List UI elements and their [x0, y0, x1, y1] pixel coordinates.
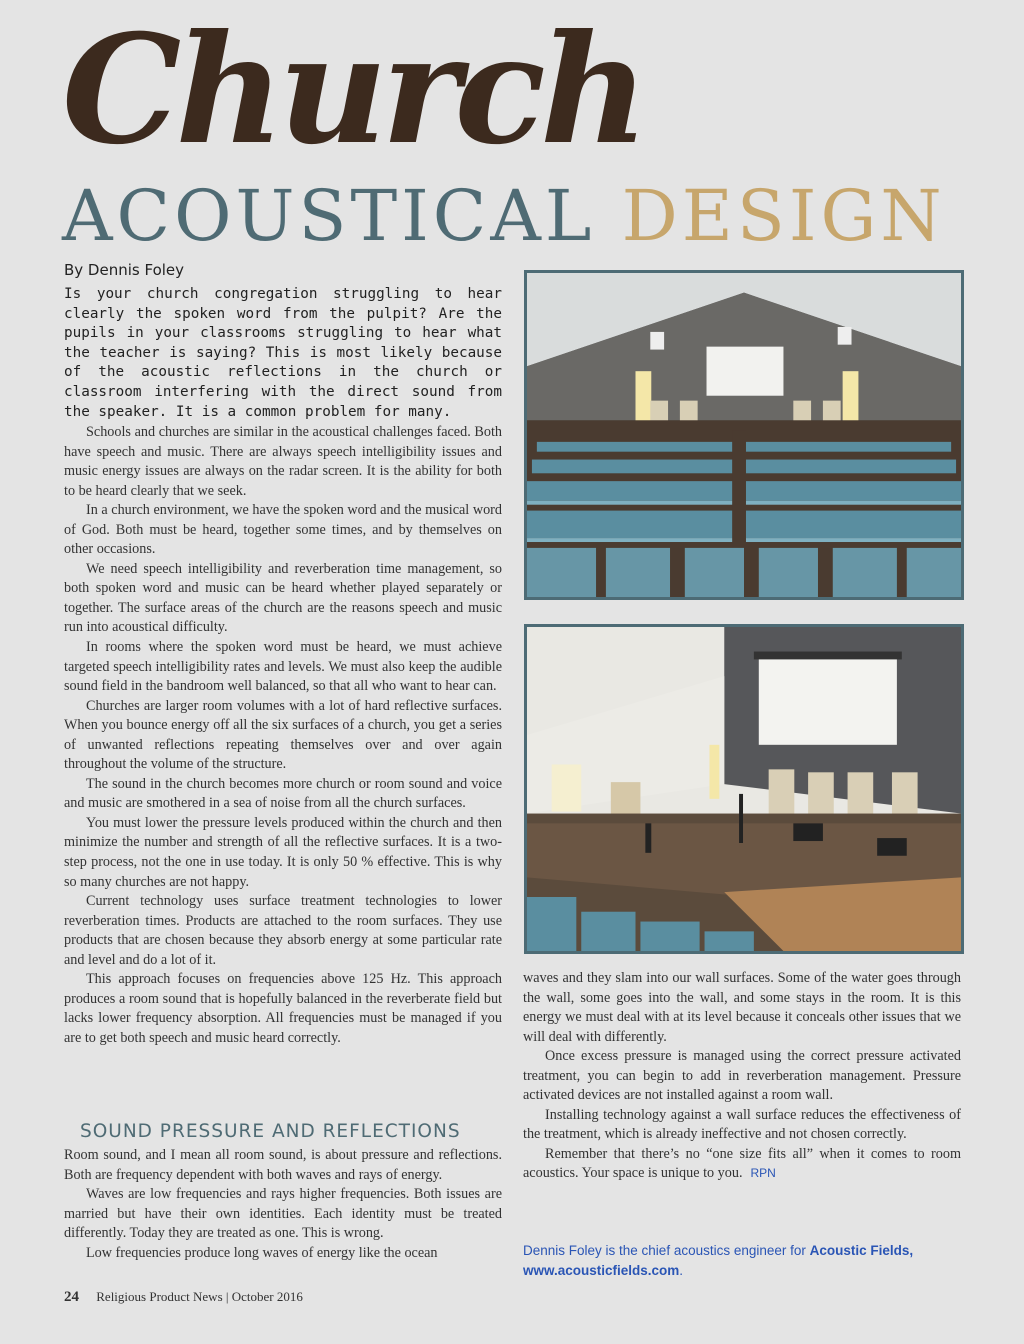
section-heading: SOUND PRESSURE AND REFLECTIONS — [80, 1121, 461, 1142]
paragraph: Installing technology against a wall surface reduces the effectiveness of the treatment, which is already ineffective and not chosen correctly. — [523, 1106, 961, 1143]
paragraph: The sound in the church becomes more church or room sound and voice and music are smothered in a sea of noise from all the church surfaces. — [64, 775, 502, 812]
publication-info: Religious Product News | October 2016 — [96, 1289, 303, 1304]
paragraph: Waves are low frequencies and rays higher frequencies. Both issues are married but have their own identities. Each identity must be treated differently. Today they are treated as one. This is wrong. — [64, 1186, 502, 1242]
paragraph: Schools and churches are similar in the acoustical challenges faced. Both have speech and music. There are always speech intelligibility issues and music energy issues are always on the radar screen. It is the ability for both to be heard clearly that we seek. — [64, 424, 502, 499]
photo-sanctuary-stage — [524, 624, 964, 954]
paragraph: We need speech intelligibility and reverberation time management, so both spoken word and music can be heard whether played separately or together. The surface areas of the church are the reasons speech and music run into acoustical difficulty. — [64, 560, 502, 636]
bio-suffix: . — [679, 1263, 684, 1278]
closing-text: Remember that there’s no “one size fits all” when it comes to room acoustics. Your space is unique to you. — [523, 1145, 961, 1182]
paragraph: Current technology uses surface treatment technologies to lower reverberation times. Products are attached to the room surfaces. They use products that are chosen because they absorb energy at some particular rate and level and do a lot of it. — [64, 893, 502, 968]
paragraph: Room sound, and I mean all room sound, is about pressure and reflections. Both are frequency dependent with both waves and rays of energy. — [64, 1147, 502, 1183]
title-word-design: DESIGN — [621, 175, 946, 257]
bio-company: Acoustic Fields, — [809, 1243, 914, 1258]
intro-paragraph: Is your church congregation struggling to hear clearly the spoken word from the pulpit? Are the pupils in your classrooms struggling to hear what the teacher is saying? This is most likely because of the acoustic reflections in the church or classroom interfering with the direct sound from the speaker. It is a common problem for many. — [64, 286, 502, 420]
byline: By Dennis Foley — [64, 261, 185, 279]
page-number: 24 — [64, 1289, 79, 1305]
title-word-acoustical: ACOUSTICAL — [62, 175, 596, 257]
paragraph: waves and they slam into our wall surfaces. Some of the water goes through the wall, some goes into the wall, and some stays in the room. It is this energy we must deal with at its level because it conceals other issues that we will deal with differently. — [523, 970, 961, 1045]
bio-url-link[interactable]: www.acousticfields.com — [523, 1263, 680, 1278]
photo-sanctuary-seating — [524, 270, 964, 600]
sanctuary-seating-illustration — [527, 273, 961, 597]
author-bio — [523, 1241, 963, 1281]
paragraph-final — [523, 1145, 961, 1184]
paragraph: This approach focuses on frequencies above 125 Hz. This approach produces a room sound that is hopefully balanced in the reverberate field but lacks lower frequency absorption. All frequencies must be managed if you are to get both speech and music heard correctly. — [64, 971, 502, 1046]
column-1-continued — [64, 1146, 502, 1263]
sanctuary-stage-illustration — [527, 627, 961, 951]
title-subtitle — [62, 175, 946, 257]
paragraph: Churches are larger room volumes with a lot of hard reflective surfaces. When you bounce energy off all the six surfaces of a church, you get a series of unwanted reflections repeating themselves over and over again throughout the volume of the structure. — [64, 697, 502, 773]
paragraph: Low frequencies produce long waves of energy like the ocean — [86, 1244, 438, 1261]
rpn-signoff: RPN — [750, 1166, 776, 1181]
paragraph: Once excess pressure is managed using the correct pressure activated treatment, you can begin to add in reverberation management. Pressure activated devices are not installed against a room wall. — [523, 1048, 961, 1104]
paragraph: In a church environment, we have the spoken word and the musical word of God. Both must be heard, together some times, and by themselves on other occasions. — [64, 502, 502, 558]
paragraph: In rooms where the spoken word must be heard, we must achieve targeted speech intelligibility rates and levels. We must also keep the audible sound field in the bandroom well balanced, so that all who want to hear can. — [64, 639, 502, 695]
page-footer — [64, 1289, 303, 1306]
column-2 — [523, 969, 961, 1184]
bio-text: Dennis Foley is the chief acoustics engineer for — [523, 1243, 810, 1258]
paragraph: You must lower the pressure levels produced within the church and then minimize the number and strength of all the reflective surfaces. It is a two-step process, not the one in use today. It is only 50 % effective. This is why so many churches are not happy. — [64, 814, 502, 890]
column-1 — [64, 423, 502, 1049]
title-script: Church — [62, 2, 643, 178]
